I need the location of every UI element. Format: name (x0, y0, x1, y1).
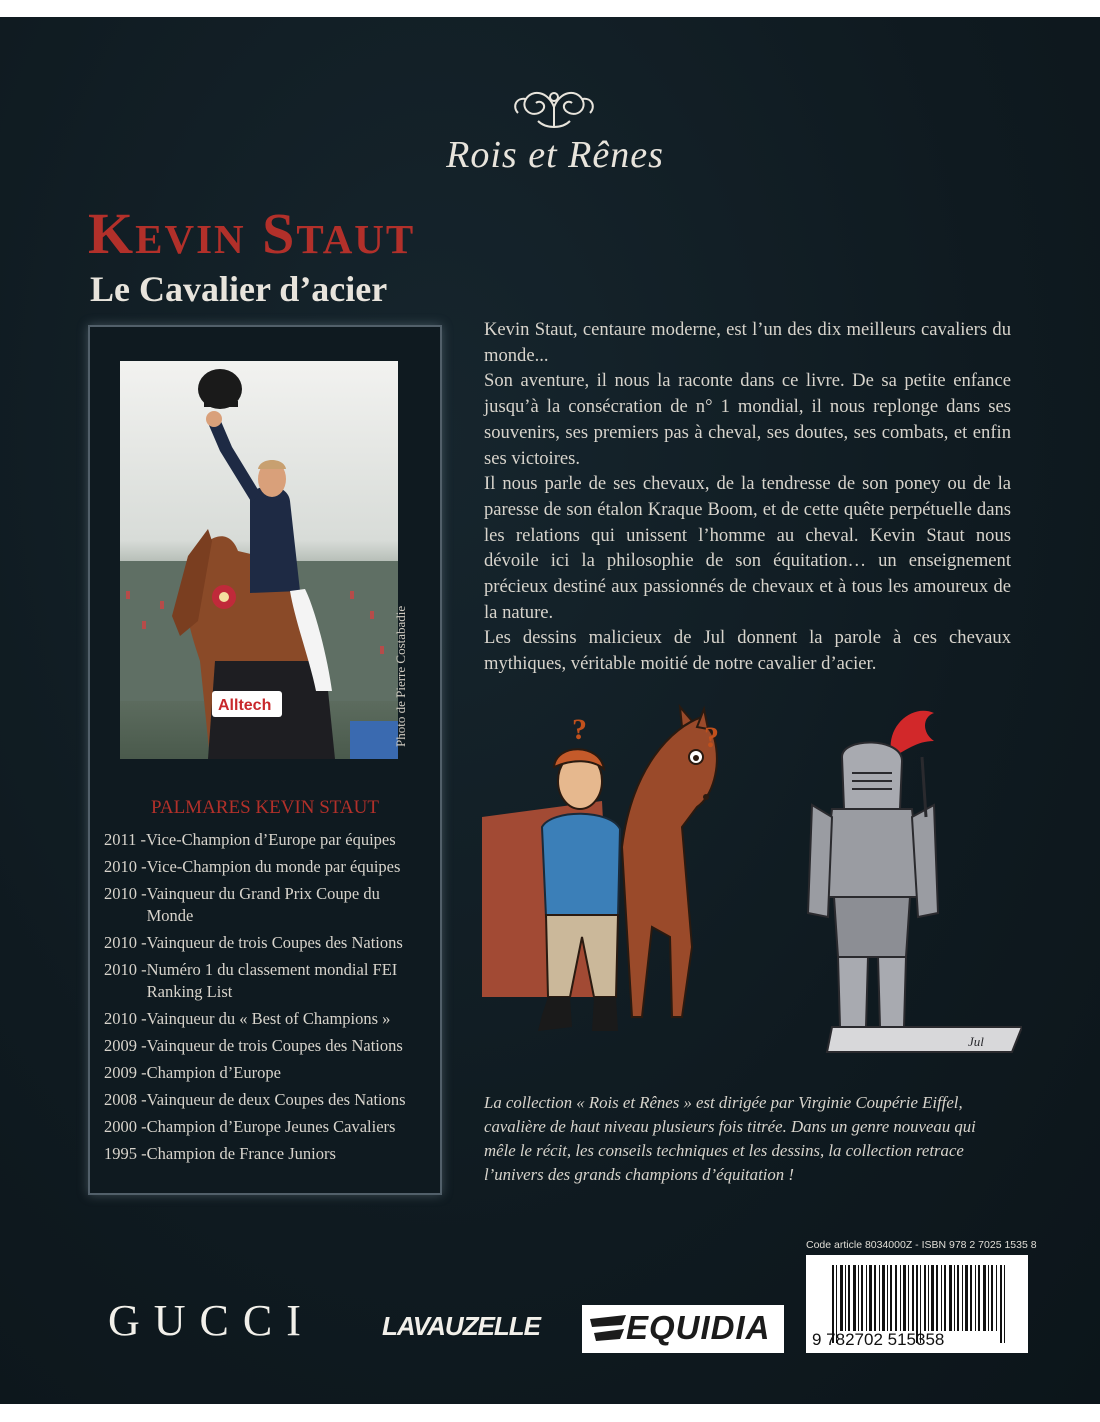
palmares-item: 2010 - Vainqueur de trois Coupes des Nations (104, 933, 403, 952)
ornament-icon (508, 77, 600, 137)
equidia-logo (582, 1305, 784, 1353)
rider-on-horse-image (120, 361, 398, 759)
blurb-paragraph: Les dessins malicieux de Jul donnent la parole à ces chevaux mythiques, véritable moitié de notre cavalier d’acier. (484, 627, 1011, 675)
palmares-item: 2008 - Vainqueur de deux Coupes des Nations (104, 1090, 406, 1109)
palmares-title: PALMARES KEVIN STAUT (151, 797, 379, 818)
palmares-item: 2009 - Champion d’Europe (104, 1063, 281, 1082)
question-mark-icon: ? (704, 721, 719, 754)
palmares-item: 2011 - Vice-Champion d’Europe par équipes (104, 830, 396, 849)
collection-logo-text: Rois et Rênes (446, 134, 664, 176)
palmares-item: 2000 - Champion d’Europe Jeunes Cavaliers (104, 1117, 396, 1136)
collection-note: La collection « Rois et Rênes » est dirigée par Virginie Coupérie Eiffel, cavalière de haut niveau plusieurs fois titrée. Dans un genre nouveau qui mêle le récit, les conseils techniques et les dessins, la collection retrace l’univers des grands champions d’équitation ! (484, 1093, 976, 1184)
equidia-mark-icon (586, 1305, 630, 1353)
palmares-item: 2010 - Vice-Champion du monde par équipes (104, 857, 401, 876)
gucci-logo: GUCCI (108, 1296, 315, 1345)
book-subtitle: Le Cavalier d’acier (90, 269, 388, 309)
book-back-cover (0, 17, 1100, 1404)
isbn-barcode (806, 1255, 1028, 1353)
palmares-item: 2010 - Numéro 1 du classement mondial FEI Ranking List (104, 960, 398, 1001)
illustrator-signature: Jul (968, 1034, 984, 1049)
blurb-paragraph: Il nous parle de ses chevaux, de la tendresse de son poney ou de la paresse de son étalon Kraque Boom, et de cette quête perpétuelle dans les relations qui unissent l’homme au cheval. Kevin Staut nous dévoile ici la philosophie de son équitation… un enseignement précieux destiné aux passionnés de chevaux et à tous les amoureux de la nature. (484, 473, 1011, 623)
photo-credit: Photo de Pierre Costabadie (393, 605, 408, 747)
lavauzelle-logo: LAVAUZELLE (382, 1311, 541, 1341)
palmares-item: 1995 - Champion de France Juniors (104, 1144, 336, 1163)
article-code: Code article 8034000Z - ISBN 978 2 7025 1535 8 (806, 1239, 1037, 1251)
palmares-list (104, 829, 430, 1170)
palmares-item: 2009 - Vainqueur de trois Coupes des Nations (104, 1036, 403, 1055)
cartoon-illustration (482, 697, 1022, 1072)
rider-photo (120, 361, 398, 759)
alltech-logo-text: Alltech (218, 697, 272, 714)
palmares-panel (88, 325, 442, 1195)
blurb-paragraph: Son aventure, il nous la raconte dans ce livre. De sa petite enfance jusqu’à la consécration de n° 1 mondial, il nous replonge dans ses souvenirs, ses premiers pas à cheval, ses doutes, ses combats, et enfin ses victoires. (484, 370, 1011, 469)
blurb-paragraph: Kevin Staut, centaure moderne, est l’un des dix meilleurs cavaliers du monde... (484, 319, 1011, 366)
palmares-item: 2010 - Vainqueur du « Best of Champions » (104, 1009, 391, 1028)
book-blurb (484, 317, 1011, 677)
book-title: Kevin Staut (88, 201, 416, 266)
question-mark-icon: ? (572, 713, 587, 746)
barcode-digits: 9 782702 515358 (812, 1330, 945, 1349)
equidia-logo-text: EQUIDIA (626, 1309, 771, 1346)
palmares-item: 2010 - Vainqueur du Grand Prix Coupe du Monde (104, 884, 380, 925)
